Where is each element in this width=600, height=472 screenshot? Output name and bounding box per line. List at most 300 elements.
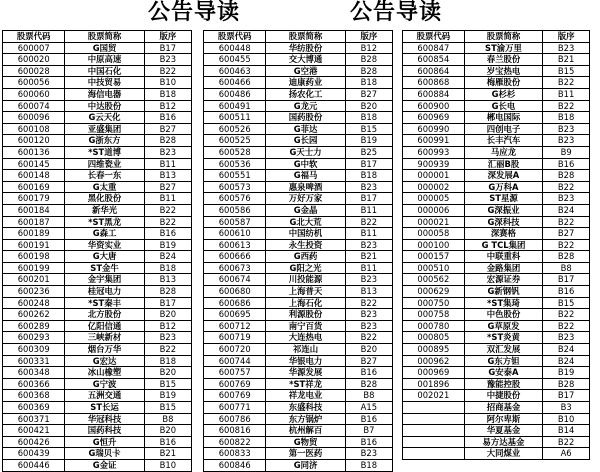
- stock-name: 国药科技: [65, 425, 144, 437]
- table-row: [3, 309, 192, 321]
- page-number: B20: [345, 100, 392, 112]
- table-row: [3, 344, 192, 356]
- table-row: [403, 274, 590, 286]
- page-number: B23: [144, 146, 191, 158]
- stock-name: 中国纺机: [266, 228, 345, 240]
- page-number: B23: [543, 332, 590, 344]
- table-row: [204, 170, 393, 182]
- page-number: B17: [543, 274, 590, 286]
- table-row: [204, 181, 393, 193]
- announcement-table-3: [402, 30, 590, 460]
- stock-name: ST渝万里: [464, 42, 543, 54]
- table-row: [3, 286, 192, 298]
- stock-name: 华纺股份: [266, 42, 345, 54]
- table-row: [204, 436, 393, 448]
- stock-code: 600169: [3, 181, 65, 193]
- stock-name: 金路集团: [464, 262, 543, 274]
- table-row: [3, 262, 192, 274]
- stock-code: 600108: [3, 123, 65, 135]
- table-row: [3, 193, 192, 205]
- page-number: A6: [543, 448, 590, 460]
- page-number: B27: [144, 181, 191, 193]
- stock-code: 600511: [204, 112, 266, 124]
- page-number: B10: [543, 413, 590, 425]
- page-number: B21: [144, 448, 191, 460]
- table-row: [204, 228, 393, 240]
- table-row: [204, 54, 393, 66]
- stock-name: G金证: [65, 459, 144, 471]
- page-number: B12: [345, 42, 392, 54]
- page-number: B23: [345, 274, 392, 286]
- table-row: [3, 170, 192, 182]
- page-number: B28: [543, 378, 590, 390]
- table-row: [204, 274, 393, 286]
- table-row: [3, 135, 192, 147]
- stock-code: 600448: [204, 42, 266, 54]
- table-row: [3, 158, 192, 170]
- stock-name: 北方股份: [65, 309, 144, 321]
- stock-code: 600576: [204, 193, 266, 205]
- stock-code: 000750: [403, 297, 465, 309]
- page-number: B23: [345, 239, 392, 251]
- table-header-row: [3, 31, 192, 43]
- page-number: B28: [144, 135, 191, 147]
- page-number: B16: [345, 413, 392, 425]
- table-row: [403, 135, 590, 147]
- page-number: B25: [345, 146, 392, 158]
- page-number: B20: [144, 425, 191, 437]
- stock-code: 600712: [204, 320, 266, 332]
- table-row: [3, 378, 192, 390]
- page-number: B27: [345, 355, 392, 367]
- table-row: [403, 436, 590, 448]
- stock-name: G森工: [65, 228, 144, 240]
- stock-name: 华资实业: [65, 239, 144, 251]
- announcement-table-2: [203, 30, 393, 472]
- table-row: [3, 367, 192, 379]
- table-row: [403, 448, 590, 460]
- header-code: 股票代码: [403, 31, 465, 43]
- page-number: B17: [144, 297, 191, 309]
- page-number: B16: [144, 228, 191, 240]
- stock-name: 海信电器: [65, 88, 144, 100]
- table-row: [204, 239, 393, 251]
- table-row: [403, 216, 590, 228]
- stock-code: 600455: [204, 54, 266, 66]
- table-row: [403, 390, 590, 402]
- page-number: A15: [345, 402, 392, 414]
- table-row: [3, 332, 192, 344]
- stock-name: 长丰汽车: [464, 135, 543, 147]
- page-number: B22: [144, 65, 191, 77]
- stock-name: 长春一东: [65, 170, 144, 182]
- stock-code: [403, 402, 465, 414]
- stock-code: 600528: [204, 146, 266, 158]
- page-number: B17: [543, 390, 590, 402]
- table-row: [403, 367, 590, 379]
- stock-code: 000805: [403, 332, 465, 344]
- table-row: [3, 320, 192, 332]
- table-row: [3, 459, 192, 471]
- stock-name: 宏源证券: [464, 274, 543, 286]
- stock-name: 中达股份: [65, 100, 144, 112]
- stock-code: 600056: [3, 77, 65, 89]
- page-number: B23: [345, 309, 392, 321]
- stock-code: 000005: [403, 193, 465, 205]
- stock-code: 600991: [403, 135, 465, 147]
- table-row: [204, 112, 393, 124]
- page-number: B10: [144, 77, 191, 89]
- stock-code: 600466: [204, 77, 266, 89]
- page-number: B22: [144, 216, 191, 228]
- stock-code: 600551: [204, 170, 266, 182]
- table-row: [403, 77, 590, 89]
- stock-name: G空港: [266, 65, 345, 77]
- stock-code: 600145: [3, 158, 65, 170]
- stock-code: 600610: [204, 228, 266, 240]
- stock-code: 600786: [204, 413, 266, 425]
- table-row: [204, 367, 393, 379]
- stock-name: G杉杉: [464, 88, 543, 100]
- page-number: B16: [345, 436, 392, 448]
- stock-code: 000157: [403, 251, 465, 263]
- page-number: B18: [144, 355, 191, 367]
- stock-code: 600348: [3, 367, 65, 379]
- stock-code: 600680: [204, 286, 266, 298]
- table-row: [403, 239, 590, 251]
- stock-code: 600674: [204, 274, 266, 286]
- stock-name: *ST祥龙: [266, 378, 345, 390]
- page-number: B12: [144, 320, 191, 332]
- page-number: B28: [543, 170, 590, 182]
- page-number: B23: [144, 332, 191, 344]
- stock-code: [403, 413, 465, 425]
- table-row: [403, 378, 590, 390]
- stock-name: G深振业: [464, 204, 543, 216]
- table-row: [204, 216, 393, 228]
- stock-code: 000006: [403, 204, 465, 216]
- table-row: [3, 100, 192, 112]
- page-number: B12: [144, 100, 191, 112]
- table-row: [403, 320, 590, 332]
- stock-code: 600369: [3, 402, 65, 414]
- stock-code: 000962: [403, 355, 465, 367]
- page-number: B28: [345, 65, 392, 77]
- page-number: B11: [345, 228, 392, 240]
- stock-code: 002021: [403, 390, 465, 402]
- table-row: [204, 344, 393, 356]
- stock-name: 冰山橡塑: [65, 367, 144, 379]
- table-row: [204, 355, 393, 367]
- page-number: B22: [144, 344, 191, 356]
- table-row: [3, 448, 192, 460]
- table-row: [204, 320, 393, 332]
- table-row: [403, 286, 590, 298]
- stock-name: G天士力: [266, 146, 345, 158]
- stock-code: 600371: [3, 413, 65, 425]
- stock-name: G中软: [266, 158, 345, 170]
- table-row: [204, 262, 393, 274]
- table-row: [3, 77, 192, 89]
- stock-name: *ST秦丰: [65, 297, 144, 309]
- stock-code: 600136: [3, 146, 65, 158]
- page-number: B11: [144, 193, 191, 205]
- stock-code: 600686: [204, 297, 266, 309]
- table-row: [3, 390, 192, 402]
- stock-name: G云天化: [65, 112, 144, 124]
- table-row: [204, 309, 393, 321]
- stock-name: G东方钽: [464, 355, 543, 367]
- stock-name: 大同煤业: [464, 448, 543, 460]
- page-number: B15: [345, 123, 392, 135]
- page-number: B15: [144, 378, 191, 390]
- table-row: [204, 123, 393, 135]
- page-number: B22: [144, 204, 191, 216]
- stock-name: 五洲交通: [65, 390, 144, 402]
- stock-name: G国贸: [65, 42, 144, 54]
- stock-code: 600525: [204, 135, 266, 147]
- stock-code: 000895: [403, 344, 465, 356]
- stock-name: *ST黑龙: [65, 216, 144, 228]
- stock-code: 600993: [403, 146, 465, 158]
- table-row: [204, 448, 393, 460]
- table-row: [3, 88, 192, 100]
- stock-name: G长园: [266, 135, 345, 147]
- header-page: 版序: [144, 31, 191, 43]
- stock-name: 易方达基金: [464, 436, 543, 448]
- stock-name: 万好万家: [266, 193, 345, 205]
- stock-name: 上海石化: [266, 297, 345, 309]
- table-row: [3, 42, 192, 54]
- stock-name: G长电: [464, 100, 543, 112]
- stock-code: 600262: [3, 309, 65, 321]
- stock-name: 亚盛集团: [65, 123, 144, 135]
- page-number: B18: [144, 88, 191, 100]
- stock-name: G TCL集团: [464, 239, 543, 251]
- table-row: [403, 42, 590, 54]
- stock-name: 华银电力: [266, 355, 345, 367]
- table-row: [3, 355, 192, 367]
- stock-name: 杭州解百: [266, 425, 345, 437]
- stock-code: 900939: [403, 158, 465, 170]
- page-number: B22: [543, 309, 590, 321]
- stock-code: 000758: [403, 309, 465, 321]
- stock-code: 000562: [403, 274, 465, 286]
- page-number: B9: [543, 146, 590, 158]
- stock-code: 600695: [204, 309, 266, 321]
- page-number: B22: [543, 239, 590, 251]
- stock-code: 600198: [3, 251, 65, 263]
- page-number: B16: [543, 158, 590, 170]
- stock-code: 600613: [204, 239, 266, 251]
- stock-code: 600248: [3, 297, 65, 309]
- stock-code: 600526: [204, 123, 266, 135]
- header-name: 股票简称: [464, 31, 543, 43]
- page-number: B24: [543, 355, 590, 367]
- stock-name: G宏达: [65, 355, 144, 367]
- stock-code: 600028: [3, 65, 65, 77]
- stock-code: 600847: [403, 42, 465, 54]
- table-row: [204, 146, 393, 158]
- page-number: B18: [345, 170, 392, 182]
- page-number: B23: [543, 193, 590, 205]
- table-row: [3, 239, 192, 251]
- stock-code: 600366: [3, 378, 65, 390]
- stock-name: 永生投资: [266, 239, 345, 251]
- table-row: [3, 436, 192, 448]
- stock-code: 600900: [403, 100, 465, 112]
- stock-name: 东方锅炉: [266, 413, 345, 425]
- stock-code: 000629: [403, 286, 465, 298]
- stock-name: 中原高速: [65, 54, 144, 66]
- page-number: B23: [144, 54, 191, 66]
- page-number: B15: [144, 402, 191, 414]
- stock-code: 600463: [204, 65, 266, 77]
- table-row: [3, 402, 192, 414]
- page-number: B23: [345, 448, 392, 460]
- stock-name: 华冠科技: [65, 413, 144, 425]
- table-row: [3, 297, 192, 309]
- stock-code: 600854: [403, 54, 465, 66]
- stock-code: 600586: [204, 204, 266, 216]
- stock-name: G浙东方: [65, 135, 144, 147]
- page-number: B16: [144, 112, 191, 124]
- stock-name: 双汇发展: [464, 344, 543, 356]
- stock-name: 春兰股份: [464, 54, 543, 66]
- stock-code: 000001: [403, 170, 465, 182]
- stock-code: 600757: [204, 367, 266, 379]
- stock-name: 上海普天: [266, 286, 345, 298]
- page-number: B20: [144, 309, 191, 321]
- page-number: B11: [543, 88, 590, 100]
- stock-name: 桂冠电力: [65, 286, 144, 298]
- stock-code: 600179: [3, 193, 65, 205]
- page-number: B22: [543, 100, 590, 112]
- table-row: [3, 413, 192, 425]
- page-number: B19: [543, 367, 590, 379]
- page-number: B22: [345, 332, 392, 344]
- stock-name: 祥龙电业: [266, 390, 345, 402]
- stock-code: 000002: [403, 181, 465, 193]
- stock-name: 深发展A: [464, 170, 543, 182]
- page-number: B18: [345, 459, 392, 471]
- table-row: [204, 402, 393, 414]
- stock-code: 600864: [403, 65, 465, 77]
- stock-code: 600846: [204, 459, 266, 471]
- stock-code: 600868: [403, 77, 465, 89]
- stock-name: G北大荒: [266, 216, 345, 228]
- table-row: [3, 123, 192, 135]
- stock-name: 郴电国际: [464, 112, 543, 124]
- table-row: [204, 158, 393, 170]
- stock-name: G恒升: [65, 436, 144, 448]
- stock-name: *ST炎黄: [464, 332, 543, 344]
- stock-code: 600446: [3, 459, 65, 471]
- header-name: 股票简称: [65, 31, 144, 43]
- stock-code: 600969: [403, 112, 465, 124]
- page-number: B17: [345, 193, 392, 205]
- page-number: B13: [144, 170, 191, 182]
- page-number: B23: [543, 123, 590, 135]
- page-number: B11: [345, 204, 392, 216]
- stock-code: 600007: [3, 42, 65, 54]
- page-number: B28: [543, 251, 590, 263]
- stock-code: 000058: [403, 228, 465, 240]
- stock-name: 黑化股份: [65, 193, 144, 205]
- stock-code: 600769: [204, 390, 266, 402]
- table-row: [403, 123, 590, 135]
- table-row: [204, 77, 393, 89]
- page-number: B22: [345, 297, 392, 309]
- table-row: [3, 274, 192, 286]
- stock-name: 阿尔卑斯: [464, 413, 543, 425]
- stock-name: G福马: [266, 170, 345, 182]
- table-row: [204, 390, 393, 402]
- page-number: B23: [345, 320, 392, 332]
- header-page: 版序: [345, 31, 392, 43]
- stock-name: 烟台万华: [65, 344, 144, 356]
- table-row: [403, 65, 590, 77]
- table-row: [204, 88, 393, 100]
- page-number: B28: [345, 54, 392, 66]
- table-header-row: [403, 31, 590, 43]
- page-number: B15: [543, 297, 590, 309]
- stock-code: 600020: [3, 54, 65, 66]
- stock-name: 惠泉啤酒: [266, 181, 345, 193]
- table-row: [3, 146, 192, 158]
- stock-code: 600421: [3, 425, 65, 437]
- stock-name: 四维瓷业: [65, 158, 144, 170]
- table-row: [403, 158, 590, 170]
- stock-code: 600293: [3, 332, 65, 344]
- page-number: B28: [144, 286, 191, 298]
- table-row: [204, 193, 393, 205]
- table-row: [3, 228, 192, 240]
- stock-code: 600769: [204, 378, 266, 390]
- page-number: B15: [543, 65, 590, 77]
- table-row: [403, 251, 590, 263]
- stock-name: 亿阳信通: [65, 320, 144, 332]
- table-row: [403, 262, 590, 274]
- table-row: [3, 204, 192, 216]
- stock-code: 600491: [204, 100, 266, 112]
- page-number: B18: [543, 112, 590, 124]
- stock-code: 600187: [3, 216, 65, 228]
- stock-name: *ST集琦: [464, 297, 543, 309]
- page-title-right: 公告导读: [350, 0, 443, 25]
- page-number: B27: [345, 88, 392, 100]
- stock-name: 华源发展: [266, 367, 345, 379]
- page-number: B17: [345, 158, 392, 170]
- page-number: B19: [345, 135, 392, 147]
- table-row: [3, 181, 192, 193]
- page-number: B23: [543, 135, 590, 147]
- stock-code: 600309: [3, 344, 65, 356]
- table-row: [403, 181, 590, 193]
- stock-code: 600439: [3, 448, 65, 460]
- page-number: B23: [543, 42, 590, 54]
- table-row: [204, 413, 393, 425]
- stock-code: 000100: [403, 239, 465, 251]
- stock-code: 600289: [3, 320, 65, 332]
- stock-code: 000969: [403, 367, 465, 379]
- table-row: [204, 135, 393, 147]
- stock-code: 600771: [204, 402, 266, 414]
- stock-code: 600822: [204, 436, 266, 448]
- stock-code: 600148: [3, 170, 65, 182]
- stock-name: 中色股份: [464, 309, 543, 321]
- table-row: [204, 251, 393, 263]
